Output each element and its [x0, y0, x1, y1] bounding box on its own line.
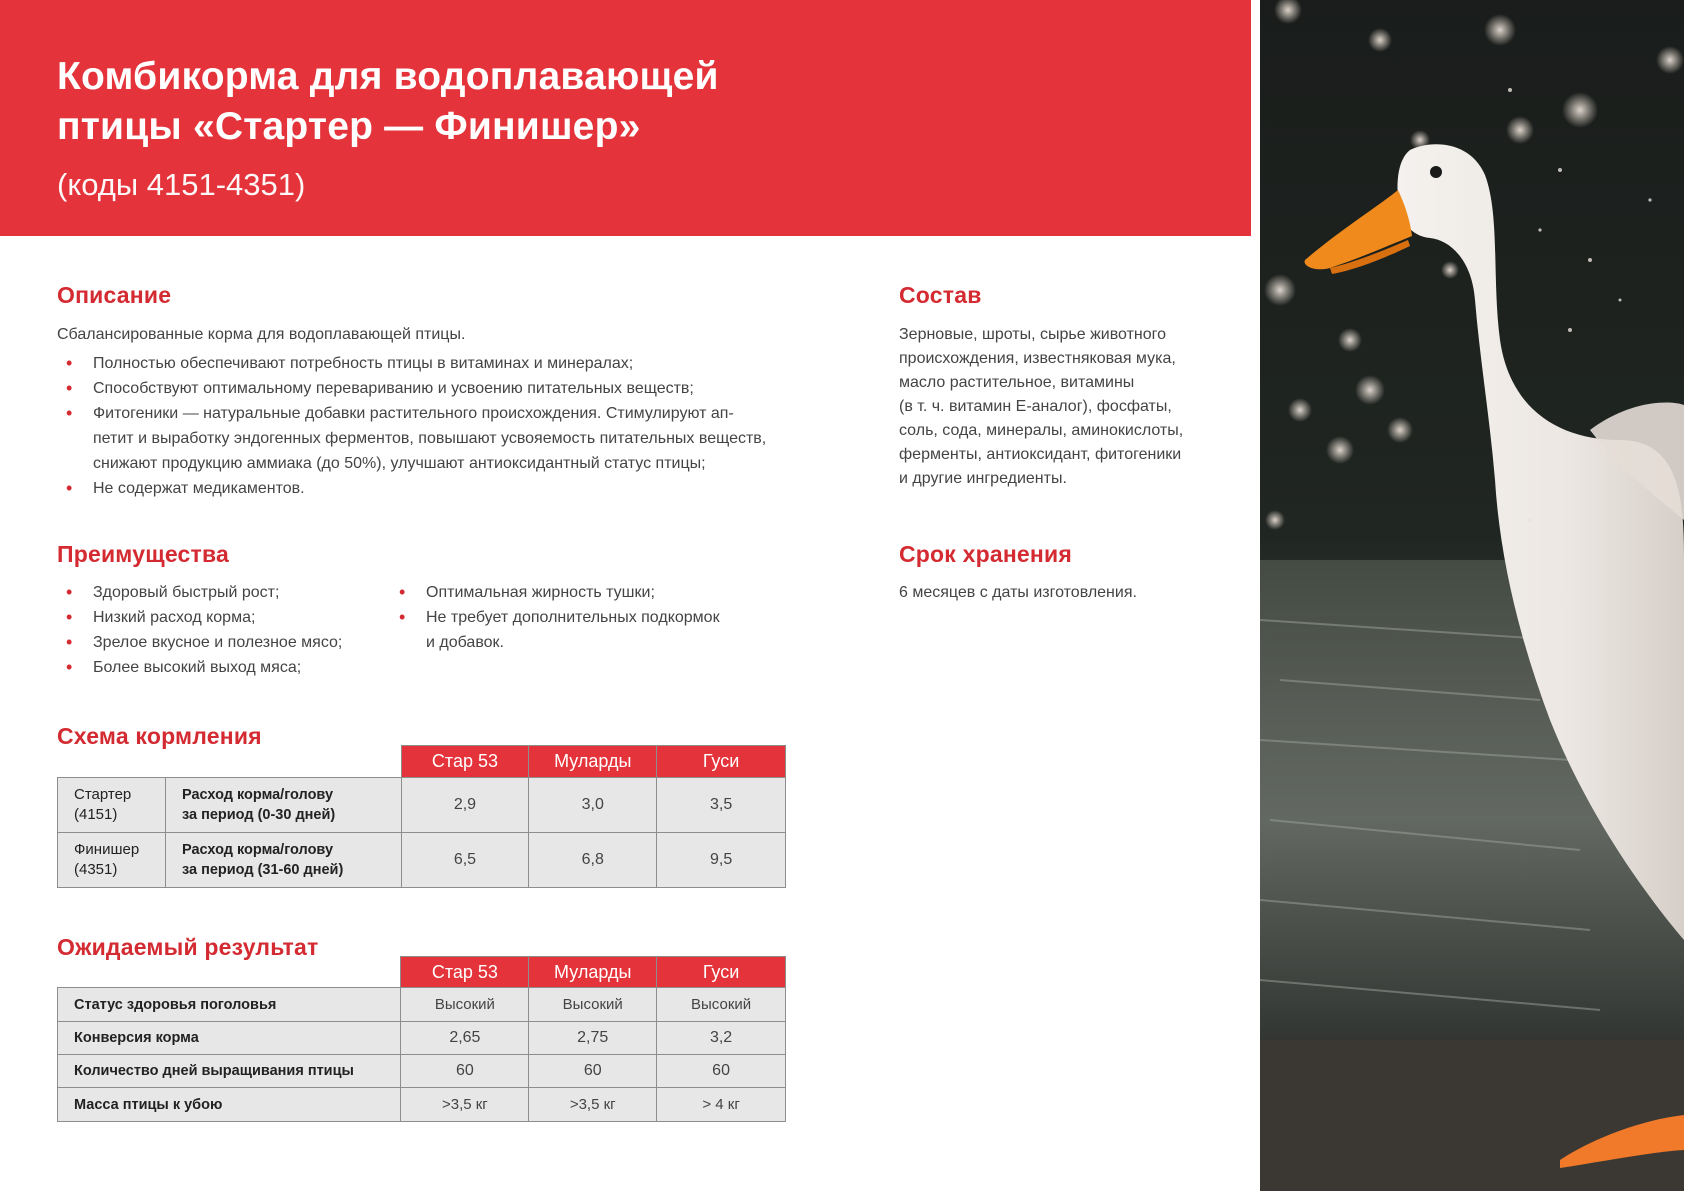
- list-item: • Здоровый быстрый рост;: [57, 580, 387, 605]
- value-cell: 3,0: [529, 778, 657, 833]
- value-cell: 6,8: [529, 833, 657, 888]
- list-item: • Не требует дополнительных подкормок и добавок.: [390, 605, 790, 655]
- value-cell: Высокий: [657, 988, 786, 1022]
- value-cell: 60: [657, 1055, 786, 1088]
- list-item: • Более высокий выход мяса;: [57, 655, 387, 680]
- value-cell: Высокий: [401, 988, 529, 1022]
- list-item: • Полностью обеспечивают потребность птицы в витаминах и минералах;: [57, 351, 817, 376]
- stage-cell: Стартер (4151): [58, 778, 166, 833]
- results-heading: Ожидаемый результат: [57, 934, 319, 960]
- page-title: [57, 52, 957, 152]
- value-cell: 3,2: [657, 1022, 786, 1055]
- list-item: • Низкий расход корма;: [57, 605, 387, 630]
- table-row: [58, 1088, 786, 1122]
- value-cell: Высокий: [529, 988, 657, 1022]
- list-item: • Оптимальная жирность тушки;: [390, 580, 790, 605]
- advantages-list-left: [57, 580, 387, 680]
- column-header: Стар 53: [401, 957, 529, 988]
- stage-cell: Финишер (4351): [58, 833, 166, 888]
- description-list: [57, 351, 817, 501]
- column-header: Муларды: [529, 957, 657, 988]
- advantages-list-right: [390, 580, 790, 655]
- label-cell: Статус здоровья поголовья: [58, 988, 401, 1022]
- value-cell: 2,75: [529, 1022, 657, 1055]
- shelf-life-heading: Срок хранения: [899, 541, 1072, 567]
- list-item: • Фитогеники — натуральные добавки растительного происхождения. Стимулируют ап- петит и выработку эндогенных ферментов, повышают усвояемость питательных веществ, снижают продукцию аммиака (до 50%), улучшают антиоксидантный статус птицы;: [57, 401, 817, 476]
- table-row: [58, 988, 786, 1022]
- value-cell: 2,9: [401, 778, 529, 833]
- duck-photo: [1260, 0, 1684, 1191]
- value-cell: 3,5: [657, 778, 786, 833]
- column-header: Гуси: [657, 957, 786, 988]
- title-line-1: Комбикорма для водоплавающей: [57, 55, 719, 98]
- value-cell: >3,5 кг: [401, 1088, 529, 1122]
- value-cell: 2,65: [401, 1022, 529, 1055]
- page-subtitle: (коды 4151-4351): [57, 167, 306, 202]
- value-cell: > 4 кг: [657, 1088, 786, 1122]
- value-cell: 60: [401, 1055, 529, 1088]
- list-item: • Зрелое вкусное и полезное мясо;: [57, 630, 387, 655]
- column-header: Гуси: [657, 746, 786, 778]
- list-item: • Способствуют оптимальному перевариванию и усвоению питательных веществ;: [57, 376, 817, 401]
- feeding-heading: Схема кормления: [57, 723, 262, 749]
- results-table: [57, 956, 786, 1122]
- table-row: [58, 1055, 786, 1088]
- header-banner: [0, 0, 1251, 236]
- feeding-table: [57, 745, 786, 888]
- description-heading: Описание: [57, 282, 172, 308]
- composition-text: Зерновые, шроты, сырье животного происхождения, известняковая мука, масло растительное, витамины (в т. ч. витамин Е-аналог), фосфаты, соль, сода, минералы, аминокислоты, ферменты, антиоксидант, фитогеники и другие ингредиенты.: [899, 326, 1184, 487]
- table-row: [58, 1022, 786, 1055]
- label-cell: Количество дней выращивания птицы: [58, 1055, 401, 1088]
- title-line-2: птицы «Стартер — Финишер»: [57, 105, 641, 148]
- column-header: Муларды: [529, 746, 657, 778]
- table-row: [58, 778, 786, 833]
- shelf-life-text: 6 месяцев с даты изготовления.: [899, 584, 1137, 601]
- value-cell: 9,5: [657, 833, 786, 888]
- list-item: • Не содержат медикаментов.: [57, 476, 817, 501]
- label-cell: Конверсия корма: [58, 1022, 401, 1055]
- label-cell: Масса птицы к убою: [58, 1088, 401, 1122]
- composition-heading: Состав: [899, 282, 982, 308]
- advantages-heading: Преимущества: [57, 541, 229, 567]
- label-cell: Расход корма/голову за период (0-30 дней): [165, 778, 401, 833]
- description-intro: Сбалансированные корма для водоплавающей птицы.: [57, 326, 466, 343]
- label-cell: Расход корма/голову за период (31-60 дней): [165, 833, 401, 888]
- value-cell: 60: [529, 1055, 657, 1088]
- value-cell: >3,5 кг: [529, 1088, 657, 1122]
- value-cell: 6,5: [401, 833, 529, 888]
- column-header: Стар 53: [401, 746, 529, 778]
- table-row: [58, 833, 786, 888]
